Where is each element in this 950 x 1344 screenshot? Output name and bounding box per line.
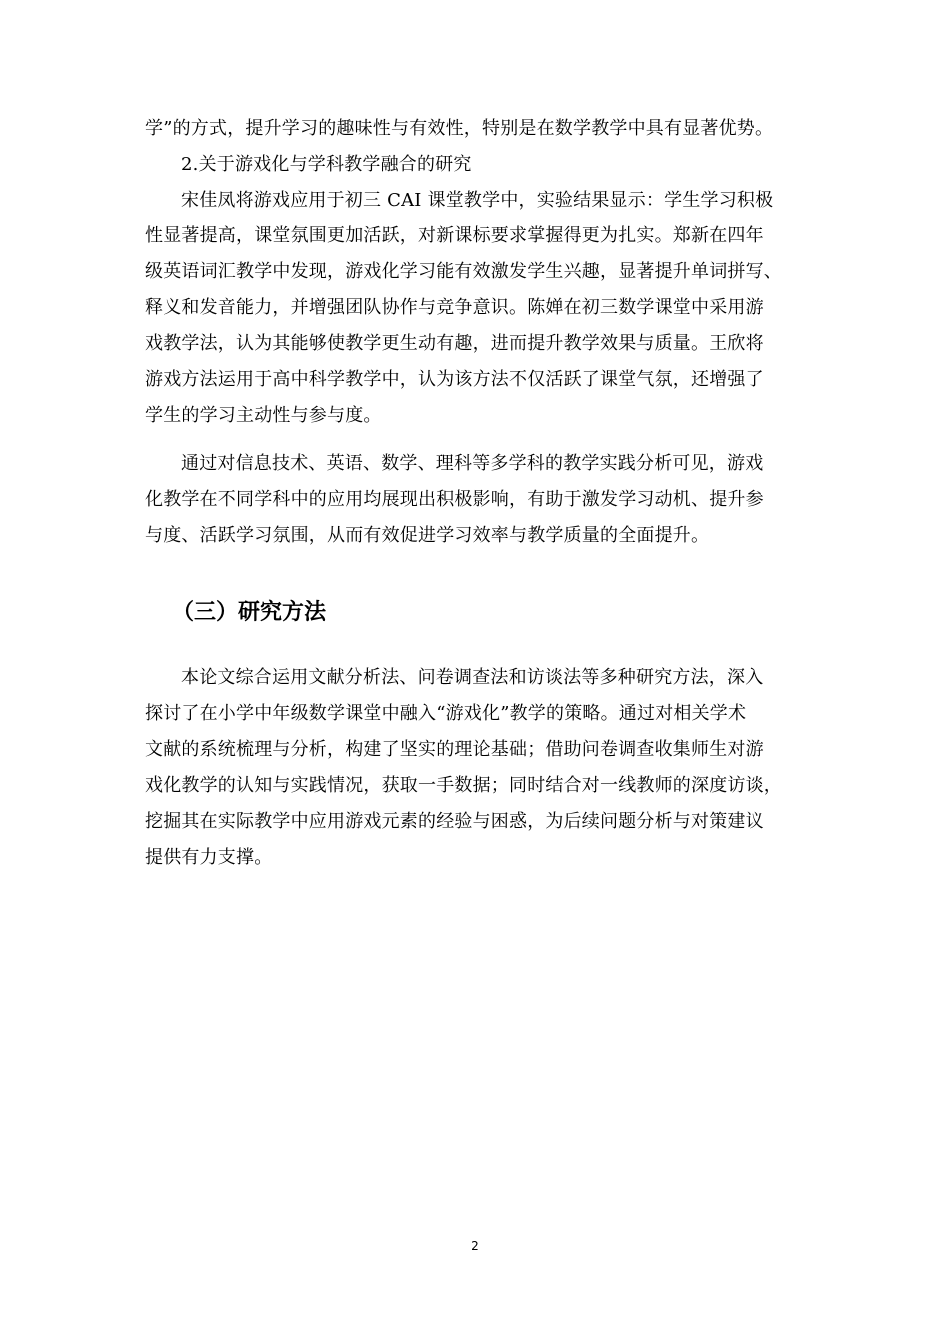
subsection-title: 2.关于游戏化与学科教学融合的研究 (181, 154, 472, 175)
paragraph-line: 提供有力支撑。 (145, 847, 273, 868)
paragraph-line: 性显著提高，课堂氛围更加活跃，对新课标要求掌握得更为扎实。郑新在四年 (145, 225, 764, 246)
paragraph-line: 与度、活跃学习氛围，从而有效促进学习效率与教学质量的全面提升。 (145, 525, 710, 546)
paragraph-line: 游戏方法运用于高中科学教学中，认为该方法不仅活跃了课堂气氛，还增强了 (145, 369, 764, 390)
paragraph-line: 本论文综合运用文献分析法、问卷调查法和访谈法等多种研究方法，深入 (181, 667, 764, 688)
paragraph-line: 学”的方式，提升学习的趣味性与有效性，特别是在数学教学中具有显著优势。 (145, 118, 774, 139)
paragraph-line: 通过对信息技术、英语、数学、理科等多学科的教学实践分析可见，游戏 (181, 453, 764, 474)
page-number: 2 (471, 1239, 479, 1253)
paragraph-line: 探讨了在小学中年级数学课堂中融入“游戏化”教学的策略。通过对相关学术 (145, 703, 747, 724)
paragraph-line: 挖掘其在实际教学中应用游戏元素的经验与困惑，为后续问题分析与对策建议 (145, 811, 764, 832)
paragraph-line: 戏化教学的认知与实践情况，获取一手数据；同时结合对一线教师的深度访谈， (145, 775, 782, 796)
paragraph-line: 宋佳凤将游戏应用于初三 CAI 课堂教学中，实验结果显示：学生学习积极 (181, 190, 774, 211)
paragraph-line: 化教学在不同学科中的应用均展现出积极影响，有助于激发学习动机、提升参 (145, 489, 764, 510)
paragraph-line: 文献的系统梳理与分析，构建了坚实的理论基础；借助问卷调查收集师生对游 (145, 739, 764, 760)
paragraph-line: 释义和发音能力，并增强团队协作与竞争意识。陈婵在初三数学课堂中采用游 (145, 297, 764, 318)
paragraph-line: 学生的学习主动性与参与度。 (145, 405, 382, 426)
paragraph-line: 级英语词汇教学中发现，游戏化学习能有效激发学生兴趣，显著提升单词拼写、 (145, 261, 782, 282)
section-heading: （三）研究方法 (172, 600, 327, 625)
paragraph-line: 戏教学法，认为其能够使教学更生动有趣，进而提升教学效果与质量。王欣将 (145, 333, 764, 354)
